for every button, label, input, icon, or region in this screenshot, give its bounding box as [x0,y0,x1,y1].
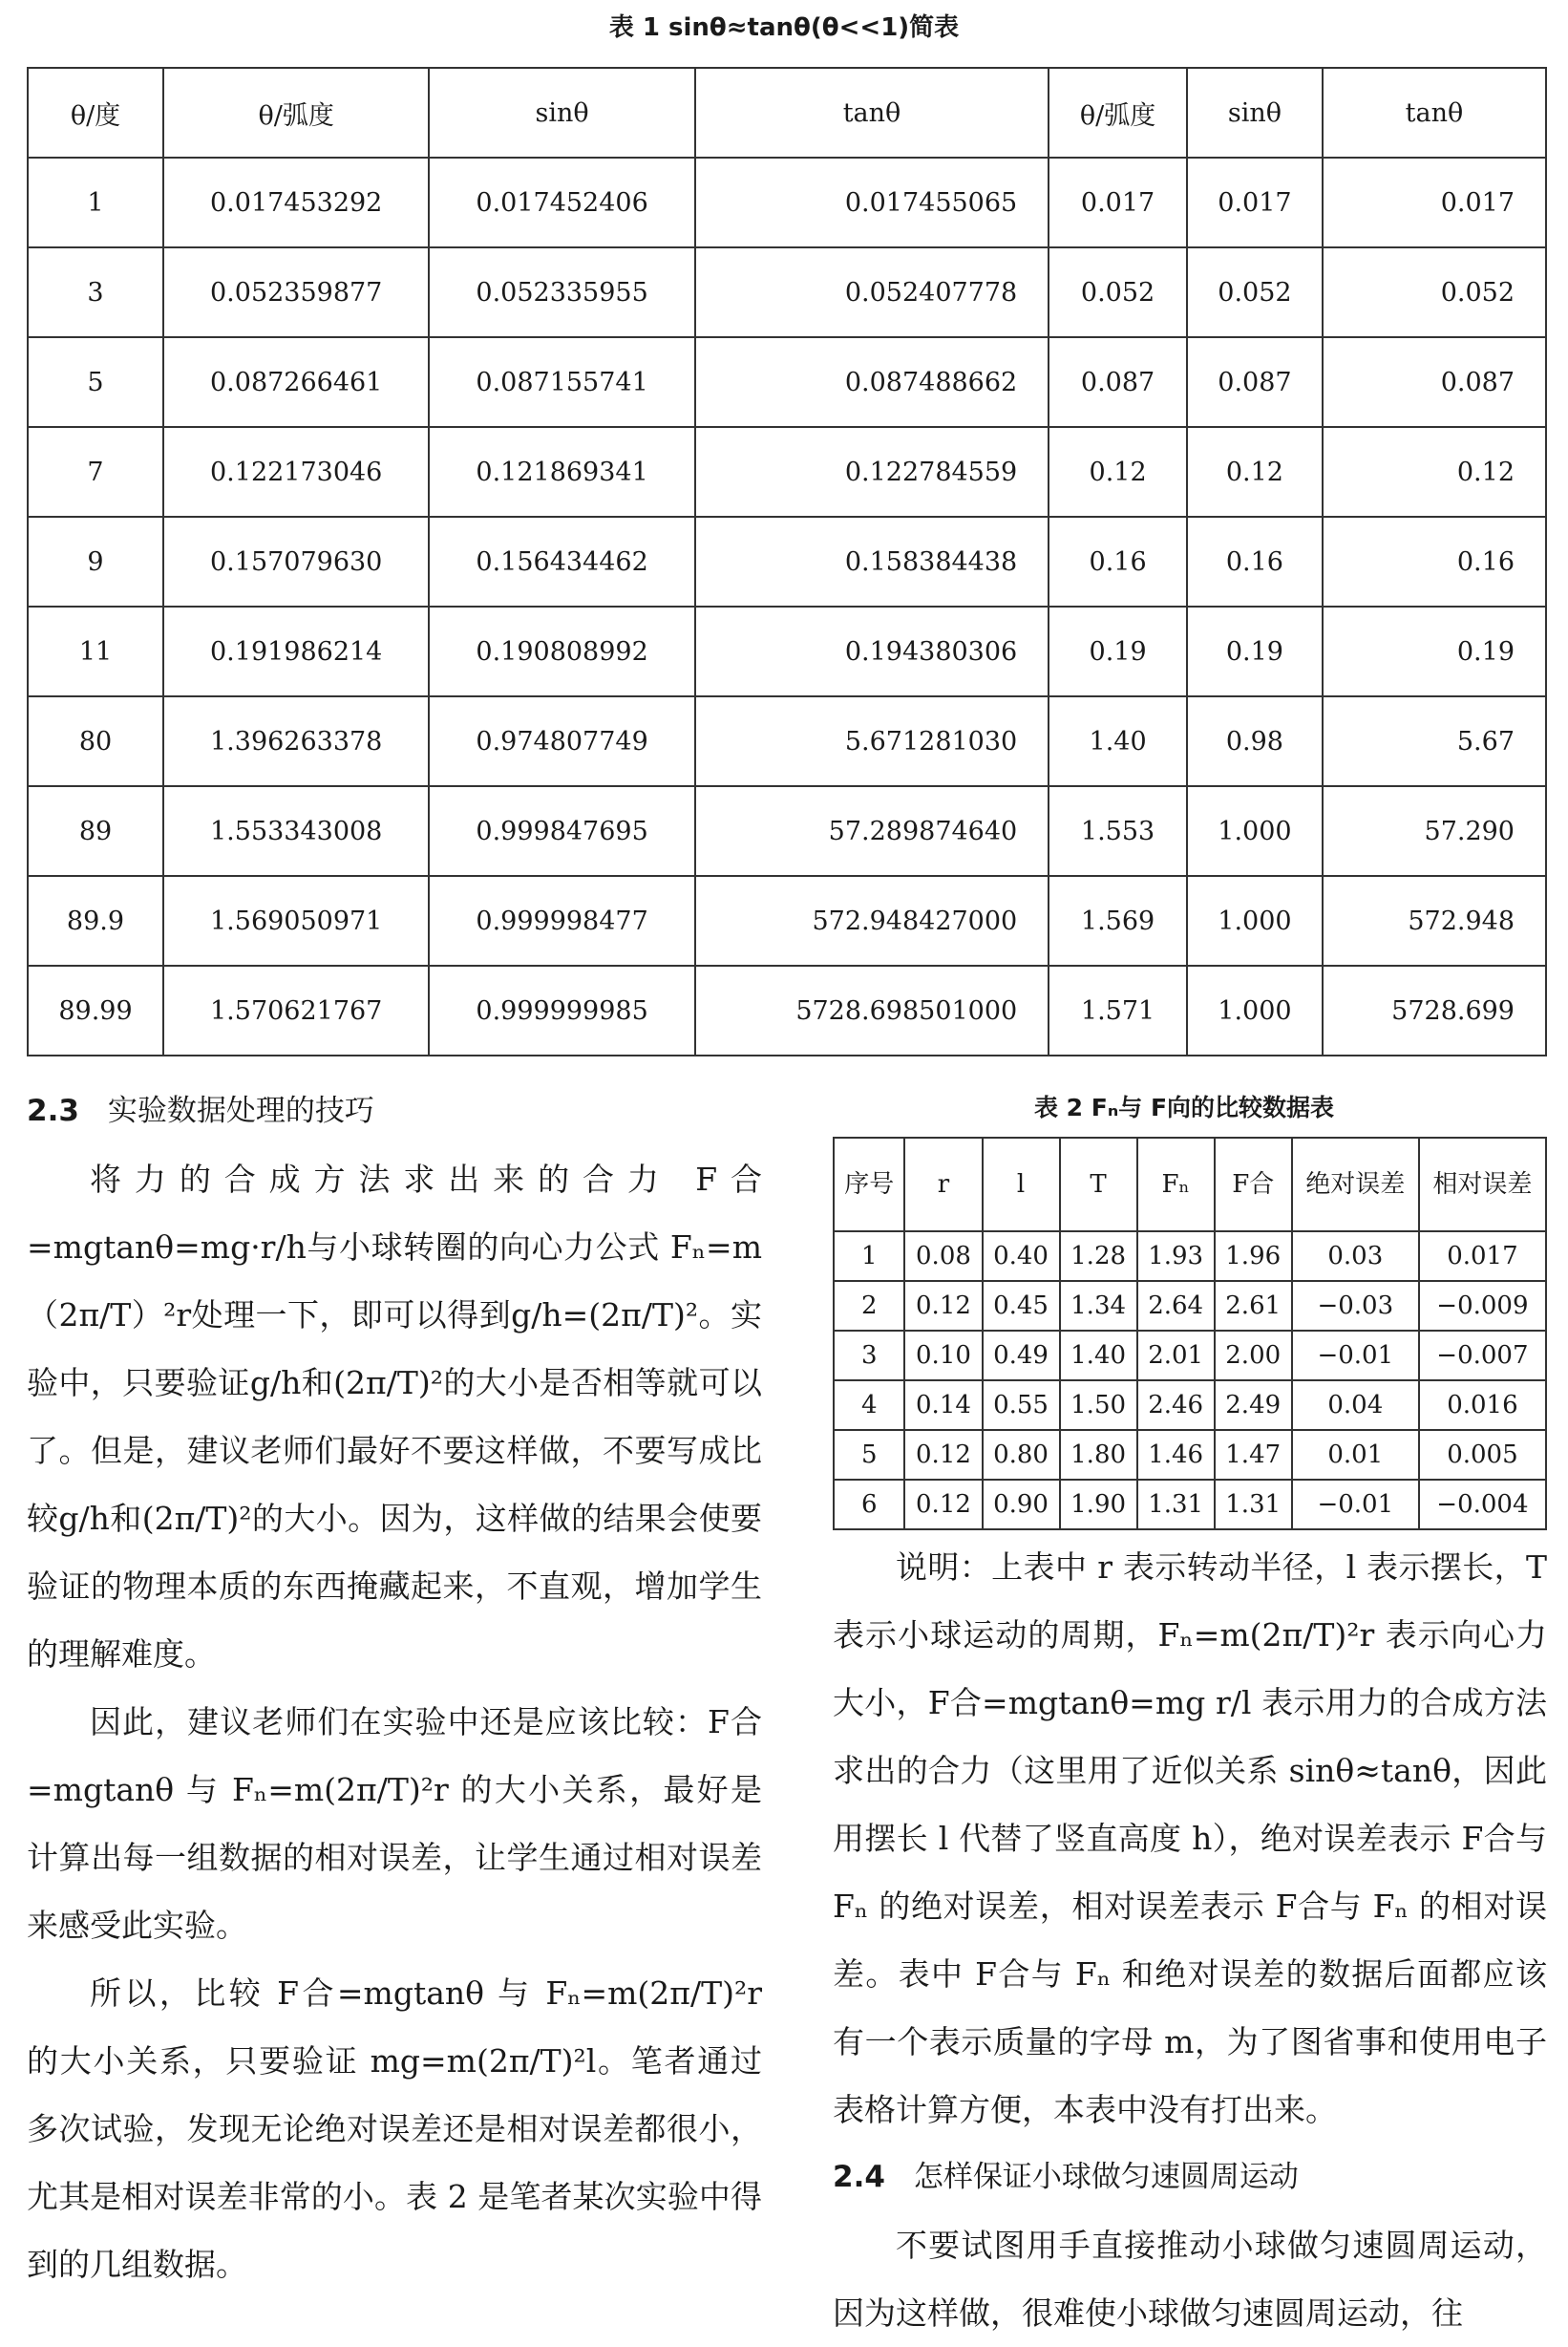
table1-header-cell: θ/度 [28,68,163,158]
table-cell: 5 [28,337,163,427]
table-cell: 0.017453292 [163,158,429,247]
table-cell: 5.671281030 [695,696,1049,786]
table-cell: 11 [28,607,163,696]
table-cell: 1.46 [1137,1430,1215,1480]
table-cell: 1.396263378 [163,696,429,786]
table-cell: 1.31 [1215,1480,1292,1529]
table-cell: 0.156434462 [429,517,694,607]
table-cell: 0.10 [904,1331,982,1380]
table-row [28,247,1546,337]
table-cell: 1.50 [1060,1380,1137,1430]
table-row [834,1331,1546,1380]
table2-header-cell: 相对误差 [1419,1138,1546,1231]
table1-header-row [28,68,1546,158]
table-cell: −0.007 [1419,1331,1546,1380]
table-row [28,696,1546,786]
table-cell: 1.34 [1060,1281,1137,1331]
table2-header-cell: 绝对误差 [1292,1138,1419,1231]
left-paragraph-3: 所以，比较 F合=mgtanθ 与 Fₙ=m(2π/T)²r 的大小关系，只要验证 mg=m(2π/T)²l。笔者通过多次试验，发现无论绝对误差还是相对误差都很小，尤其是相对误差非常的小。表 2 是笔者某次实验中得到的几组数据。 [27,1974,762,2283]
table-cell: 0.19 [1187,607,1323,696]
table-cell: 0.03 [1292,1231,1419,1281]
table-cell: 0.052 [1187,247,1323,337]
table-cell: 1.80 [1060,1430,1137,1480]
table-cell: −0.004 [1419,1480,1546,1529]
table-cell: −0.03 [1292,1281,1419,1331]
table-cell: 0.80 [983,1430,1060,1480]
table2-header-cell: r [904,1138,982,1231]
table-cell: 2.64 [1137,1281,1215,1331]
table-cell: 1.47 [1215,1430,1292,1480]
table-cell: 0.999847695 [429,786,694,876]
table-cell: 572.948 [1323,876,1546,966]
table-cell: 0.12 [1323,427,1546,517]
table-cell: 0.45 [983,1281,1060,1331]
table1-header-cell: sinθ [429,68,694,158]
table-cell: 0.08 [904,1231,982,1281]
table-cell: 5728.698501000 [695,966,1049,1056]
table-cell: 0.052 [1323,247,1546,337]
table-cell: 1.96 [1215,1231,1292,1281]
table-cell: 7 [28,427,163,517]
table1-caption: 表 1 sinθ≈tanθ(θ<<1)简表 [608,13,960,42]
table-cell: 0.16 [1187,517,1323,607]
table-cell: 0.087155741 [429,337,694,427]
table-cell: 5.67 [1323,696,1546,786]
table-cell: 0.12 [904,1480,982,1529]
table2-header-cell: l [983,1138,1060,1231]
table-cell: 0.190808992 [429,607,694,696]
table-cell: 2.61 [1215,1281,1292,1331]
table-cell: 4 [834,1380,904,1430]
table-cell: 0.121869341 [429,427,694,517]
table-cell: 0.005 [1419,1430,1546,1480]
table2-header-cell: Fₙ [1137,1138,1215,1231]
table-cell: 0.087488662 [695,337,1049,427]
table-cell: 1.000 [1187,966,1323,1056]
section-2-4-heading: 2.4 怎样保证小球做匀速圆周运动 [833,2160,1299,2194]
table-cell: 1.571 [1049,966,1187,1056]
table-cell: 1.569 [1049,876,1187,966]
table-cell: 1.553 [1049,786,1187,876]
table-row [28,786,1546,876]
table-cell: 89 [28,786,163,876]
table-row [834,1430,1546,1480]
table-cell: 0.14 [904,1380,982,1430]
table-cell: 0.16 [1049,517,1187,607]
table-row [28,158,1546,247]
table1-header-cell: sinθ [1187,68,1323,158]
table-cell: 1.000 [1187,786,1323,876]
table1-header-cell: tanθ [695,68,1049,158]
table1 [27,67,1547,1056]
table2-header-cell: T [1060,1138,1137,1231]
table-cell: 57.290 [1323,786,1546,876]
table-cell: 2 [834,1281,904,1331]
table-cell: 572.948427000 [695,876,1049,966]
table-cell: 1.93 [1137,1231,1215,1281]
table2-caption: 表 2 Fₙ与 F向的比较数据表 [1033,1094,1335,1121]
right-paragraph: 不要试图用手直接推动小球做匀速圆周运动，因为这样做，很难使小球做匀速圆周运动，往 [833,2227,1547,2332]
table-cell: 0.052359877 [163,247,429,337]
table-cell: 2.46 [1137,1380,1215,1430]
left-paragraph-2: 因此，建议老师们在实验中还是应该比较：F合=mgtanθ 与 Fₙ=m(2π/T)²r 的大小关系，最好是计算出每一组数据的相对误差，让学生通过相对误差来感受此实验。 [27,1703,762,1944]
table-cell: 0.90 [983,1480,1060,1529]
table-cell: 0.017 [1049,158,1187,247]
table-cell: 1.40 [1049,696,1187,786]
table-cell: 0.974807749 [429,696,694,786]
table-cell: 89.99 [28,966,163,1056]
table2-header-row [834,1138,1546,1231]
table-cell: 0.16 [1323,517,1546,607]
table-cell: 5 [834,1430,904,1480]
table-cell: 0.122173046 [163,427,429,517]
table-cell: 5728.699 [1323,966,1546,1056]
table-row [28,337,1546,427]
right-column [833,1533,1547,2347]
table-row [28,427,1546,517]
table-cell: 3 [28,247,163,337]
table-row [28,517,1546,607]
table-cell: 0.052407778 [695,247,1049,337]
table-cell: 2.01 [1137,1331,1215,1380]
table-cell: 0.157079630 [163,517,429,607]
table-cell: 1 [28,158,163,247]
table-cell: 1.569050971 [163,876,429,966]
table-cell: 0.98 [1187,696,1323,786]
table-cell: 0.999998477 [429,876,694,966]
table-cell: 0.49 [983,1331,1060,1380]
table-row [28,876,1546,966]
table-cell: 1.000 [1187,876,1323,966]
table-cell: 0.12 [904,1281,982,1331]
table-cell: 0.017 [1187,158,1323,247]
table-cell: 0.19 [1049,607,1187,696]
table-cell: 2.49 [1215,1380,1292,1430]
table2-note: 说明：上表中 r 表示转动半径，l 表示摆长，T表示小球运动的周期，Fₙ=m(2π/T)²r 表示向心力大小，F合=mgtanθ=mg r/l 表示用力的合成方法求出的合力（这里用了近似关系 sinθ≈tanθ，因此用摆长 l 代替了竖直高度 h），绝对误差表示 F合与 Fₙ 的绝对误差，相对误差表示 F合与 Fₙ 的相对误差。表中 F合与 Fₙ 和绝对误差的数据后面都应该有一个表示质量的字母 m，为了图省事和使用电子表格计算方便，本表中没有打出来。 [833,1548,1547,2128]
table-cell: 2.00 [1215,1331,1292,1380]
table-cell: 0.40 [983,1231,1060,1281]
table-cell: 1.31 [1137,1480,1215,1529]
table-cell: 0.19 [1323,607,1546,696]
table-cell: 6 [834,1480,904,1529]
table-cell: −0.01 [1292,1480,1419,1529]
table2 [833,1137,1547,1530]
table1-header-cell: θ/弧度 [163,68,429,158]
table2-header-cell: 序号 [834,1138,904,1231]
table-cell: 57.289874640 [695,786,1049,876]
table-cell: 0.194380306 [695,607,1049,696]
table-cell: 0.12 [904,1430,982,1480]
table-cell: 0.999999985 [429,966,694,1056]
table-cell: 0.191986214 [163,607,429,696]
table2-header-cell: F合 [1215,1138,1292,1231]
table-cell: 0.087 [1187,337,1323,427]
table-cell: 0.017 [1419,1231,1546,1281]
table-cell: 0.017 [1323,158,1546,247]
table-cell: 0.04 [1292,1380,1419,1430]
table-cell: −0.01 [1292,1331,1419,1380]
table-row [28,607,1546,696]
table-row [834,1231,1546,1281]
table-cell: 80 [28,696,163,786]
table-cell: 1.553343008 [163,786,429,876]
table-cell: 0.122784559 [695,427,1049,517]
table-cell: 1 [834,1231,904,1281]
table-cell: 0.052 [1049,247,1187,337]
table-cell: 0.052335955 [429,247,694,337]
left-paragraph-1: 将力的合成方法求出来的合力 F合=mgtanθ=mg·r/h与小球转圈的向心力公式 Fₙ=m（2π/T）²r处理一下，即可以得到g/h=(2π/T)²。实验中，只要验证g/h和(2π/T)²的大小是否相等就可以了。但是，建议老师们最好不要这样做，不要写成比较g/h和(2π/T)²的大小。因为，这样做的结果会使要验证的物理本质的东西掩藏起来，不直观，增加学生的理解难度。 [27,1161,762,1673]
table1-header-cell: tanθ [1323,68,1546,158]
table-cell: −0.009 [1419,1281,1546,1331]
section-2-3-heading: 2.3 实验数据处理的技巧 [27,1094,374,1128]
table1-header-cell: θ/弧度 [1049,68,1187,158]
table-cell: 0.017455065 [695,158,1049,247]
table-cell: 1.570621767 [163,966,429,1056]
table-cell: 1.28 [1060,1231,1137,1281]
table-cell: 0.087266461 [163,337,429,427]
table-cell: 0.01 [1292,1430,1419,1480]
table-cell: 89.9 [28,876,163,966]
table-cell: 1.90 [1060,1480,1137,1529]
table-row [834,1281,1546,1331]
table-row [834,1480,1546,1529]
table-cell: 0.016 [1419,1380,1546,1430]
table-cell: 0.087 [1049,337,1187,427]
table-row [28,966,1546,1056]
table-row [834,1380,1546,1430]
table-cell: 3 [834,1331,904,1380]
table-cell: 0.017452406 [429,158,694,247]
left-column [27,1077,762,2298]
table-cell: 0.158384438 [695,517,1049,607]
table-cell: 9 [28,517,163,607]
table-cell: 0.087 [1323,337,1546,427]
table-cell: 0.55 [983,1380,1060,1430]
table-cell: 0.12 [1049,427,1187,517]
table-cell: 0.12 [1187,427,1323,517]
table-cell: 1.40 [1060,1331,1137,1380]
